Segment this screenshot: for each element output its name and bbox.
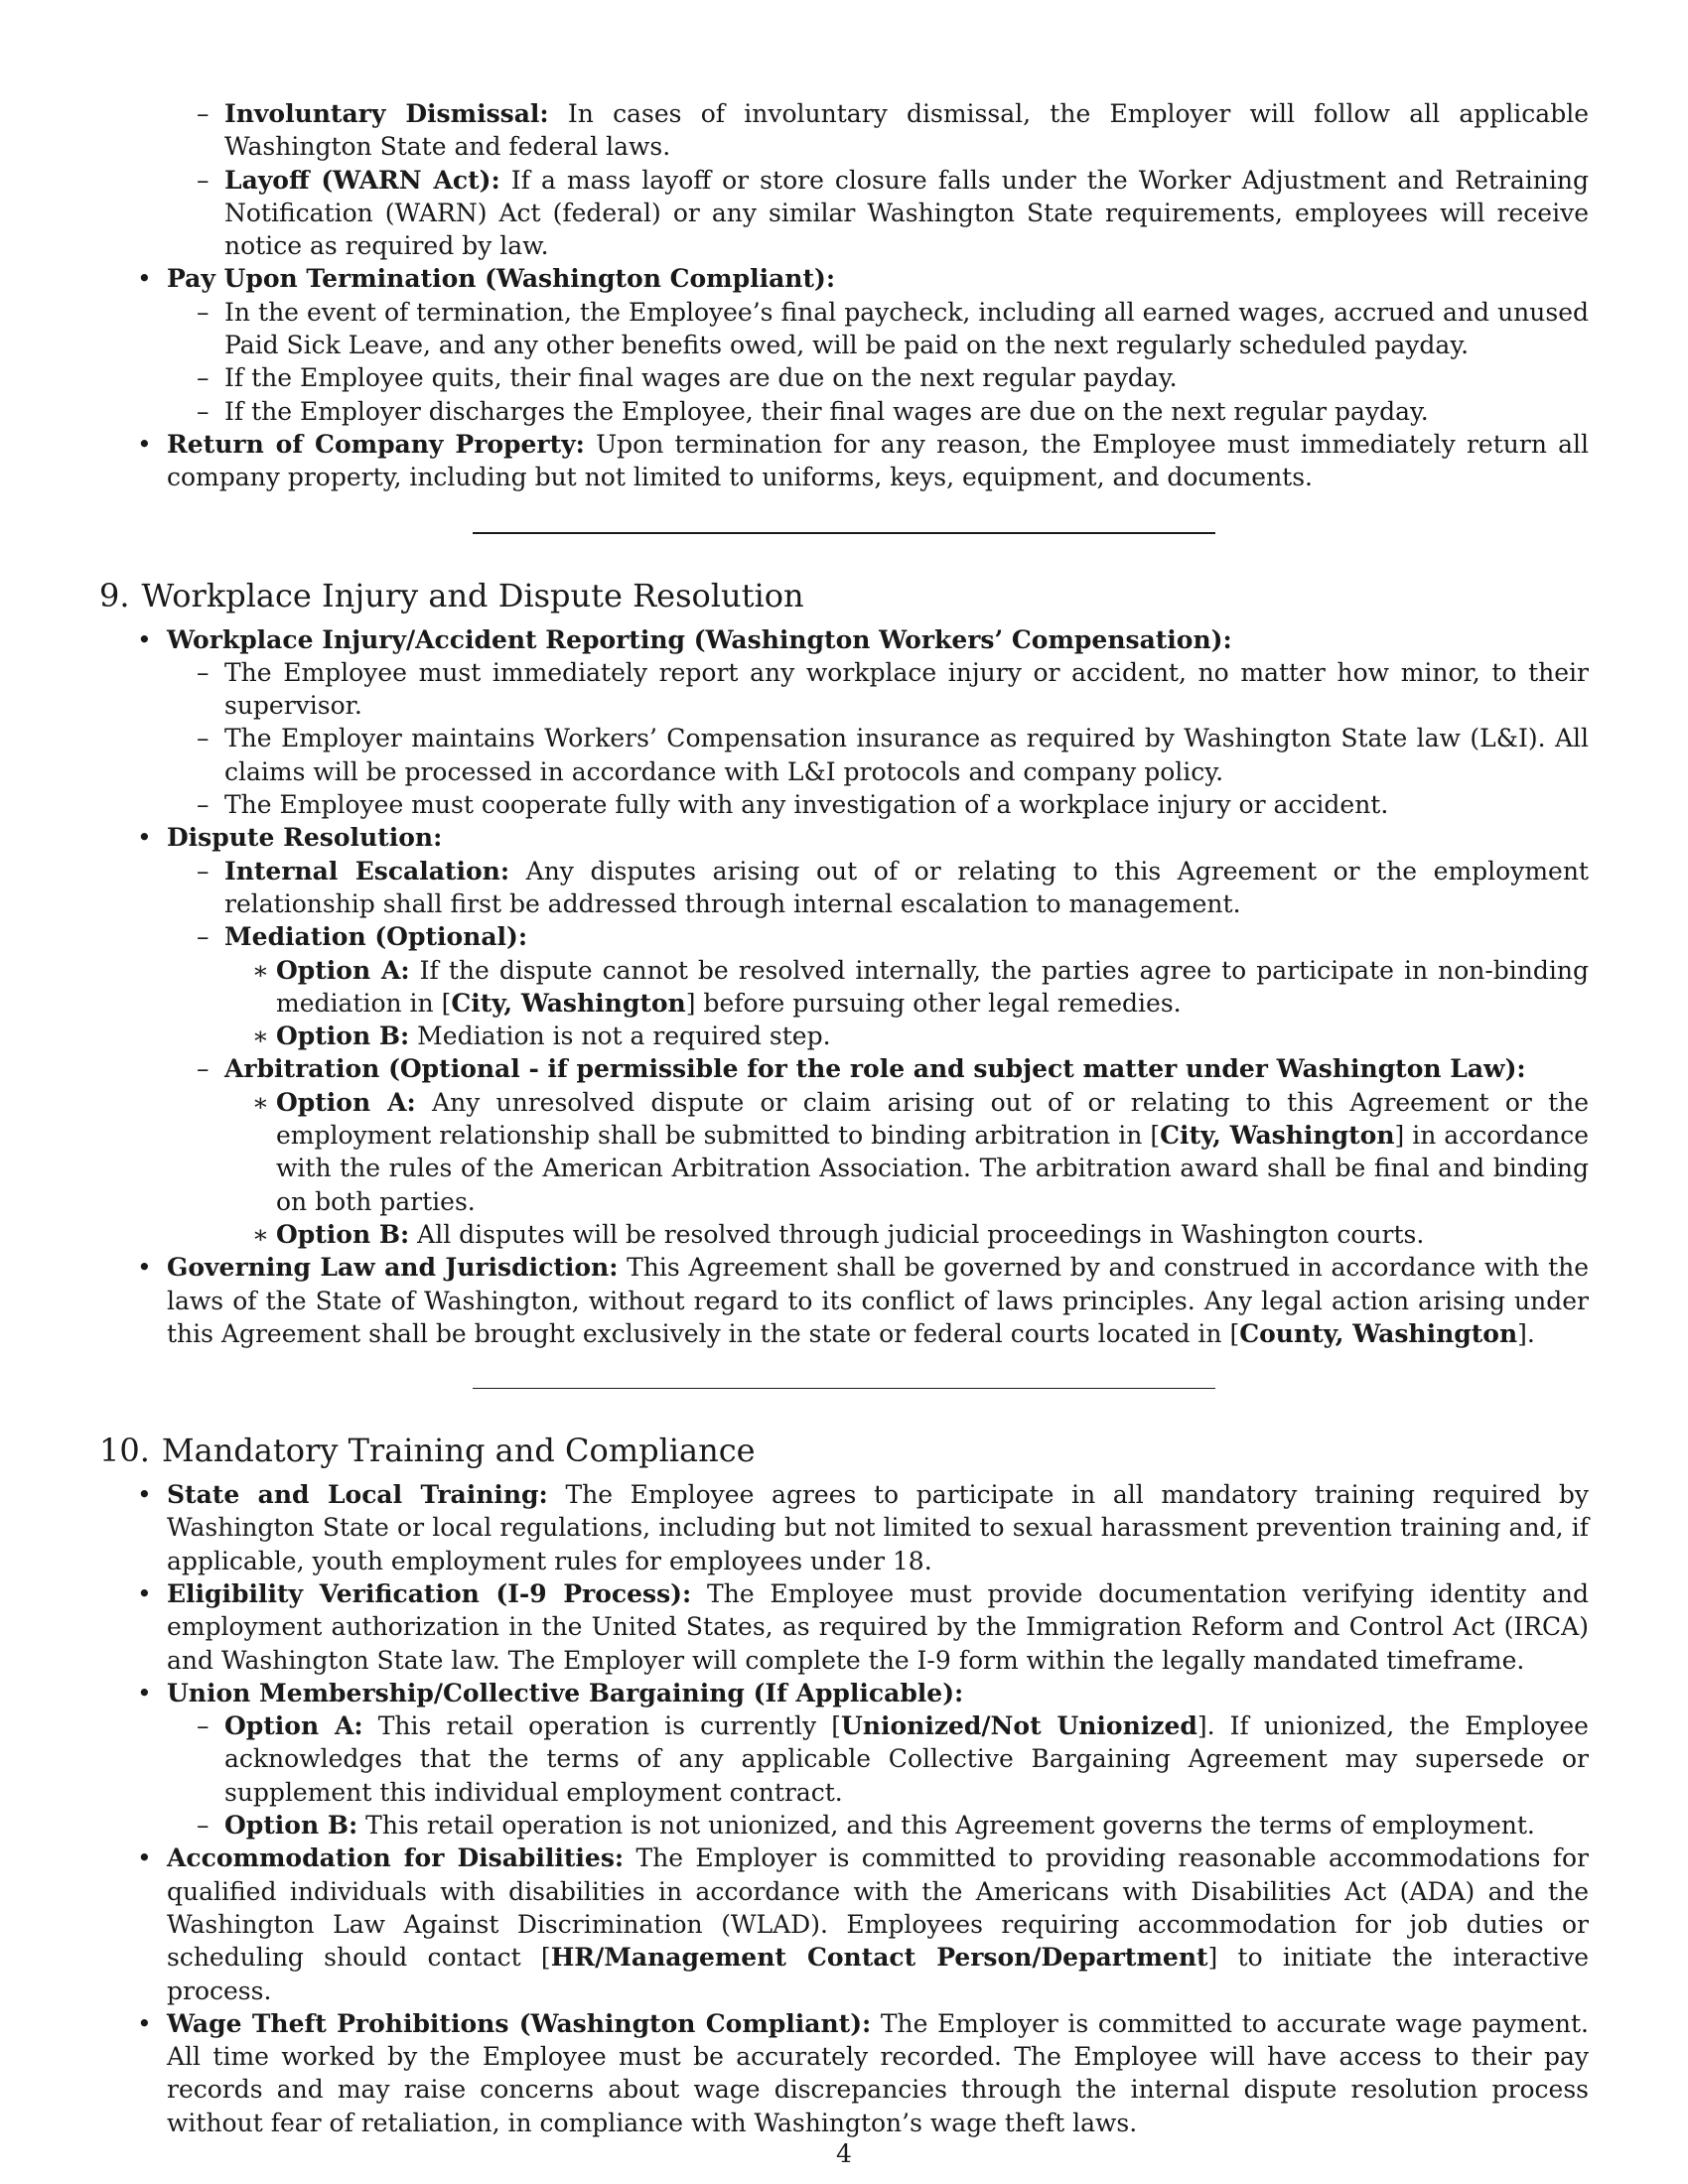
section-heading [99,1431,1589,1470]
wage-theft-text: The Employer is committed to accurate wage payment. All time worked by the Employee must be accurately recorded. The Employee will have access to their pay records and may raise concerns about wage discrepancies through the internal dispute resolution process without fear of retaliation, in compliance with Washington’s wage theft laws. [167,2008,1589,2137]
section-divider [473,1388,1215,1389]
training-text: The Employee agrees to participate in all mandatory training required by Washington State or local regulations, including but not limited to sexual harassment prevention training and, if applicable, youth employment rules for employees under 18. [167,1480,1590,1575]
section-divider [473,532,1215,534]
section-10-list [99,1478,1589,2139]
list-item [224,954,1589,1021]
list-item [167,97,1589,164]
list-item [99,623,1589,822]
pay-upon-termination-list [99,296,1589,428]
governing-text: ]. [1517,1318,1535,1348]
pay-upon-termination-label: Pay Upon Termination (Washington Compliant): [167,264,836,294]
list-item [167,656,1589,723]
accommodation-text: ] to initiate the interactive process. [167,1943,1589,2005]
placeholder-field: County, Washington [1239,1318,1518,1348]
option-label: Option B: [276,1219,410,1249]
page-content [99,97,1589,2139]
dispute-label: Dispute Resolution: [167,823,443,853]
list-item [167,395,1589,428]
list-item [167,855,1589,921]
list-item [99,428,1589,494]
option-text: If the dispute cannot be resolved internally, the parties agree to participate in non-binding mediation in [ [276,955,1590,1018]
layoff-label: Layoff (WARN Act): [224,165,500,195]
mediation-options [167,954,1589,1053]
section-number: 9. [99,576,130,614]
governing-label: Governing Law and Jurisdiction: [167,1253,619,1283]
list-item [99,1677,1589,1842]
governing-text: This Agreement shall be governed by and construed in accordance with the laws of the State of Washington, without regard to its conflict of laws principles. Any legal action arising under this Agreement shall be brought exclusively in the state or federal courts located in [ [167,1253,1590,1348]
option-text: All disputes will be resolved through judicial proceedings in Washington courts. [417,1219,1425,1249]
section-title: Mandatory Training and Compliance [161,1432,756,1470]
option-label: Option B: [224,1811,358,1841]
union-label: Union Membership/Collective Bargaining (If Applicable): [167,1678,964,1707]
termination-list [99,262,1589,493]
list-item [167,1809,1589,1842]
option-label: Option A: [276,1087,416,1117]
option-text: Any unresolved dispute or claim arising out of or relating to this Agreement or the employment relationship shall be submitted to binding arbitration in [ [276,1087,1590,1151]
list-item [224,1020,1589,1052]
placeholder-field: City, Washington [1160,1121,1395,1151]
list-item [167,788,1589,821]
return-property-text: Upon termination for any reason, the Employee must immediately return all company property, including but not limited to uniforms, keys, equipment, and documents. [167,429,1589,492]
list-item [224,1218,1589,1251]
accommodation-text: The Employer is committed to providing reasonable accommodations for qualified individuals with disabilities in accordance with the Americans with Disabilities Act (ADA) and the Washington Law Against Discrimination (WLAD). Employees requiring accommodation for job duties or scheduling should contact [ [167,1843,1589,1973]
dispute-list [99,855,1589,1252]
accommodation-label: Accommodation for Disabilities: [167,1843,625,1873]
option-text: ] before pursuing other legal remedies. [685,988,1182,1018]
return-property-label: Return of Company Property: [167,429,585,459]
list-item [167,1709,1589,1809]
option-label: Option B: [276,1022,410,1051]
placeholder-field: Unionized/Not Unionized [841,1711,1197,1741]
eligibility-label: Eligibility Verification (I-9 Process): [167,1578,692,1608]
internal-label: Internal Escalation: [224,856,510,886]
list-item [224,1086,1589,1218]
eligibility-text: The Employee must provide documentation verifying identity and employment authorization in the United States, as required by the Immigration Reform and Control Act (IRCA) and Washington State law. The Employer will complete the I-9 form within the legally mandated timeframe. [167,1578,1589,1675]
option-text: ] in accordance with the rules of the American Arbitration Association. The arbitration award shall be final and binding on both parties. [276,1121,1590,1216]
option-text: Mediation is not a required step. [417,1022,831,1051]
list-item [167,296,1589,362]
option-text: This retail operation is currently [ [377,1711,841,1741]
option-text: This retail operation is not unionized, and this Agreement governs the terms of employment. [365,1811,1535,1841]
injury-item-text: The Employee must cooperate fully with any investigation of a workplace injury or accident. [224,790,1389,820]
pay-item-text: In the event of termination, the Employee’s final paycheck, including all earned wages, accrued and unused Paid Sick Leave, and any other benefits owed, will be paid on the next regularly scheduled payday. [224,297,1589,360]
list-item [167,920,1589,1052]
section-9-list [99,623,1589,1351]
list-item [167,1052,1589,1251]
arbitration-label: Arbitration (Optional - if permissible for the role and subject matter under Washington Law): [224,1054,1526,1084]
list-item [167,164,1589,263]
list-item [99,1251,1589,1350]
internal-text: Any disputes arising out of or relating to this Agreement or the employment relationship shall first be addressed through internal escalation to management. [224,856,1589,918]
union-options [99,1709,1589,1842]
list-item [99,2007,1589,2139]
injury-list [99,656,1589,821]
injury-label: Workplace Injury/Accident Reporting (Washington Workers’ Compensation): [167,624,1232,654]
option-label: Option A: [224,1711,363,1741]
section-number: 10. [99,1432,150,1470]
placeholder-field: City, Washington [451,988,686,1018]
list-item [167,722,1589,788]
page-number: 4 [836,2139,852,2168]
list-item [99,821,1589,1251]
injury-item-text: The Employee must immediately report any workplace injury or accident, no matter how minor, to their supervisor. [224,657,1589,721]
section-title: Workplace Injury and Dispute Resolution [141,576,804,614]
pay-item-text: If the Employee quits, their final wages are due on the next regular payday. [224,363,1178,393]
list-item [99,262,1589,427]
section-heading [99,576,1589,615]
layoff-text: If a mass layoff or store closure falls under the Worker Adjustment and Retraining Notification (WARN) Act (federal) or any similar Washington State requirements, employees will receive notice as required by law. [224,165,1589,261]
placeholder-field: HR/Management Contact Person/Department [550,1943,1208,1973]
arbitration-options [167,1086,1589,1251]
training-label: State and Local Training: [167,1480,548,1510]
list-item [167,361,1589,394]
termination-subtypes-list [167,97,1589,262]
injury-item-text: The Employer maintains Workers’ Compensation insurance as required by Washington State law (L&I). All claims will be processed in accordance with L&I protocols and company policy. [224,724,1589,786]
involuntary-label: Involuntary Dismissal: [224,99,549,128]
pay-item-text: If the Employer discharges the Employee, their final wages are due on the next regular payday. [224,396,1429,426]
list-item [99,1478,1589,1577]
list-item [99,1842,1589,2006]
option-label: Option A: [276,955,410,985]
option-text: ]. If unionized, the Employee acknowledges that the terms of any applicable Collective Bargaining Agreement may supersede or supplement this individual employment contract. [224,1711,1589,1807]
list-item [99,1577,1589,1677]
involuntary-text: In cases of involuntary dismissal, the Employer will follow all applicable Washington State and federal laws. [224,99,1589,162]
wage-theft-label: Wage Theft Prohibitions (Washington Compliant): [167,2008,872,2038]
mediation-label: Mediation (Optional): [224,922,528,952]
